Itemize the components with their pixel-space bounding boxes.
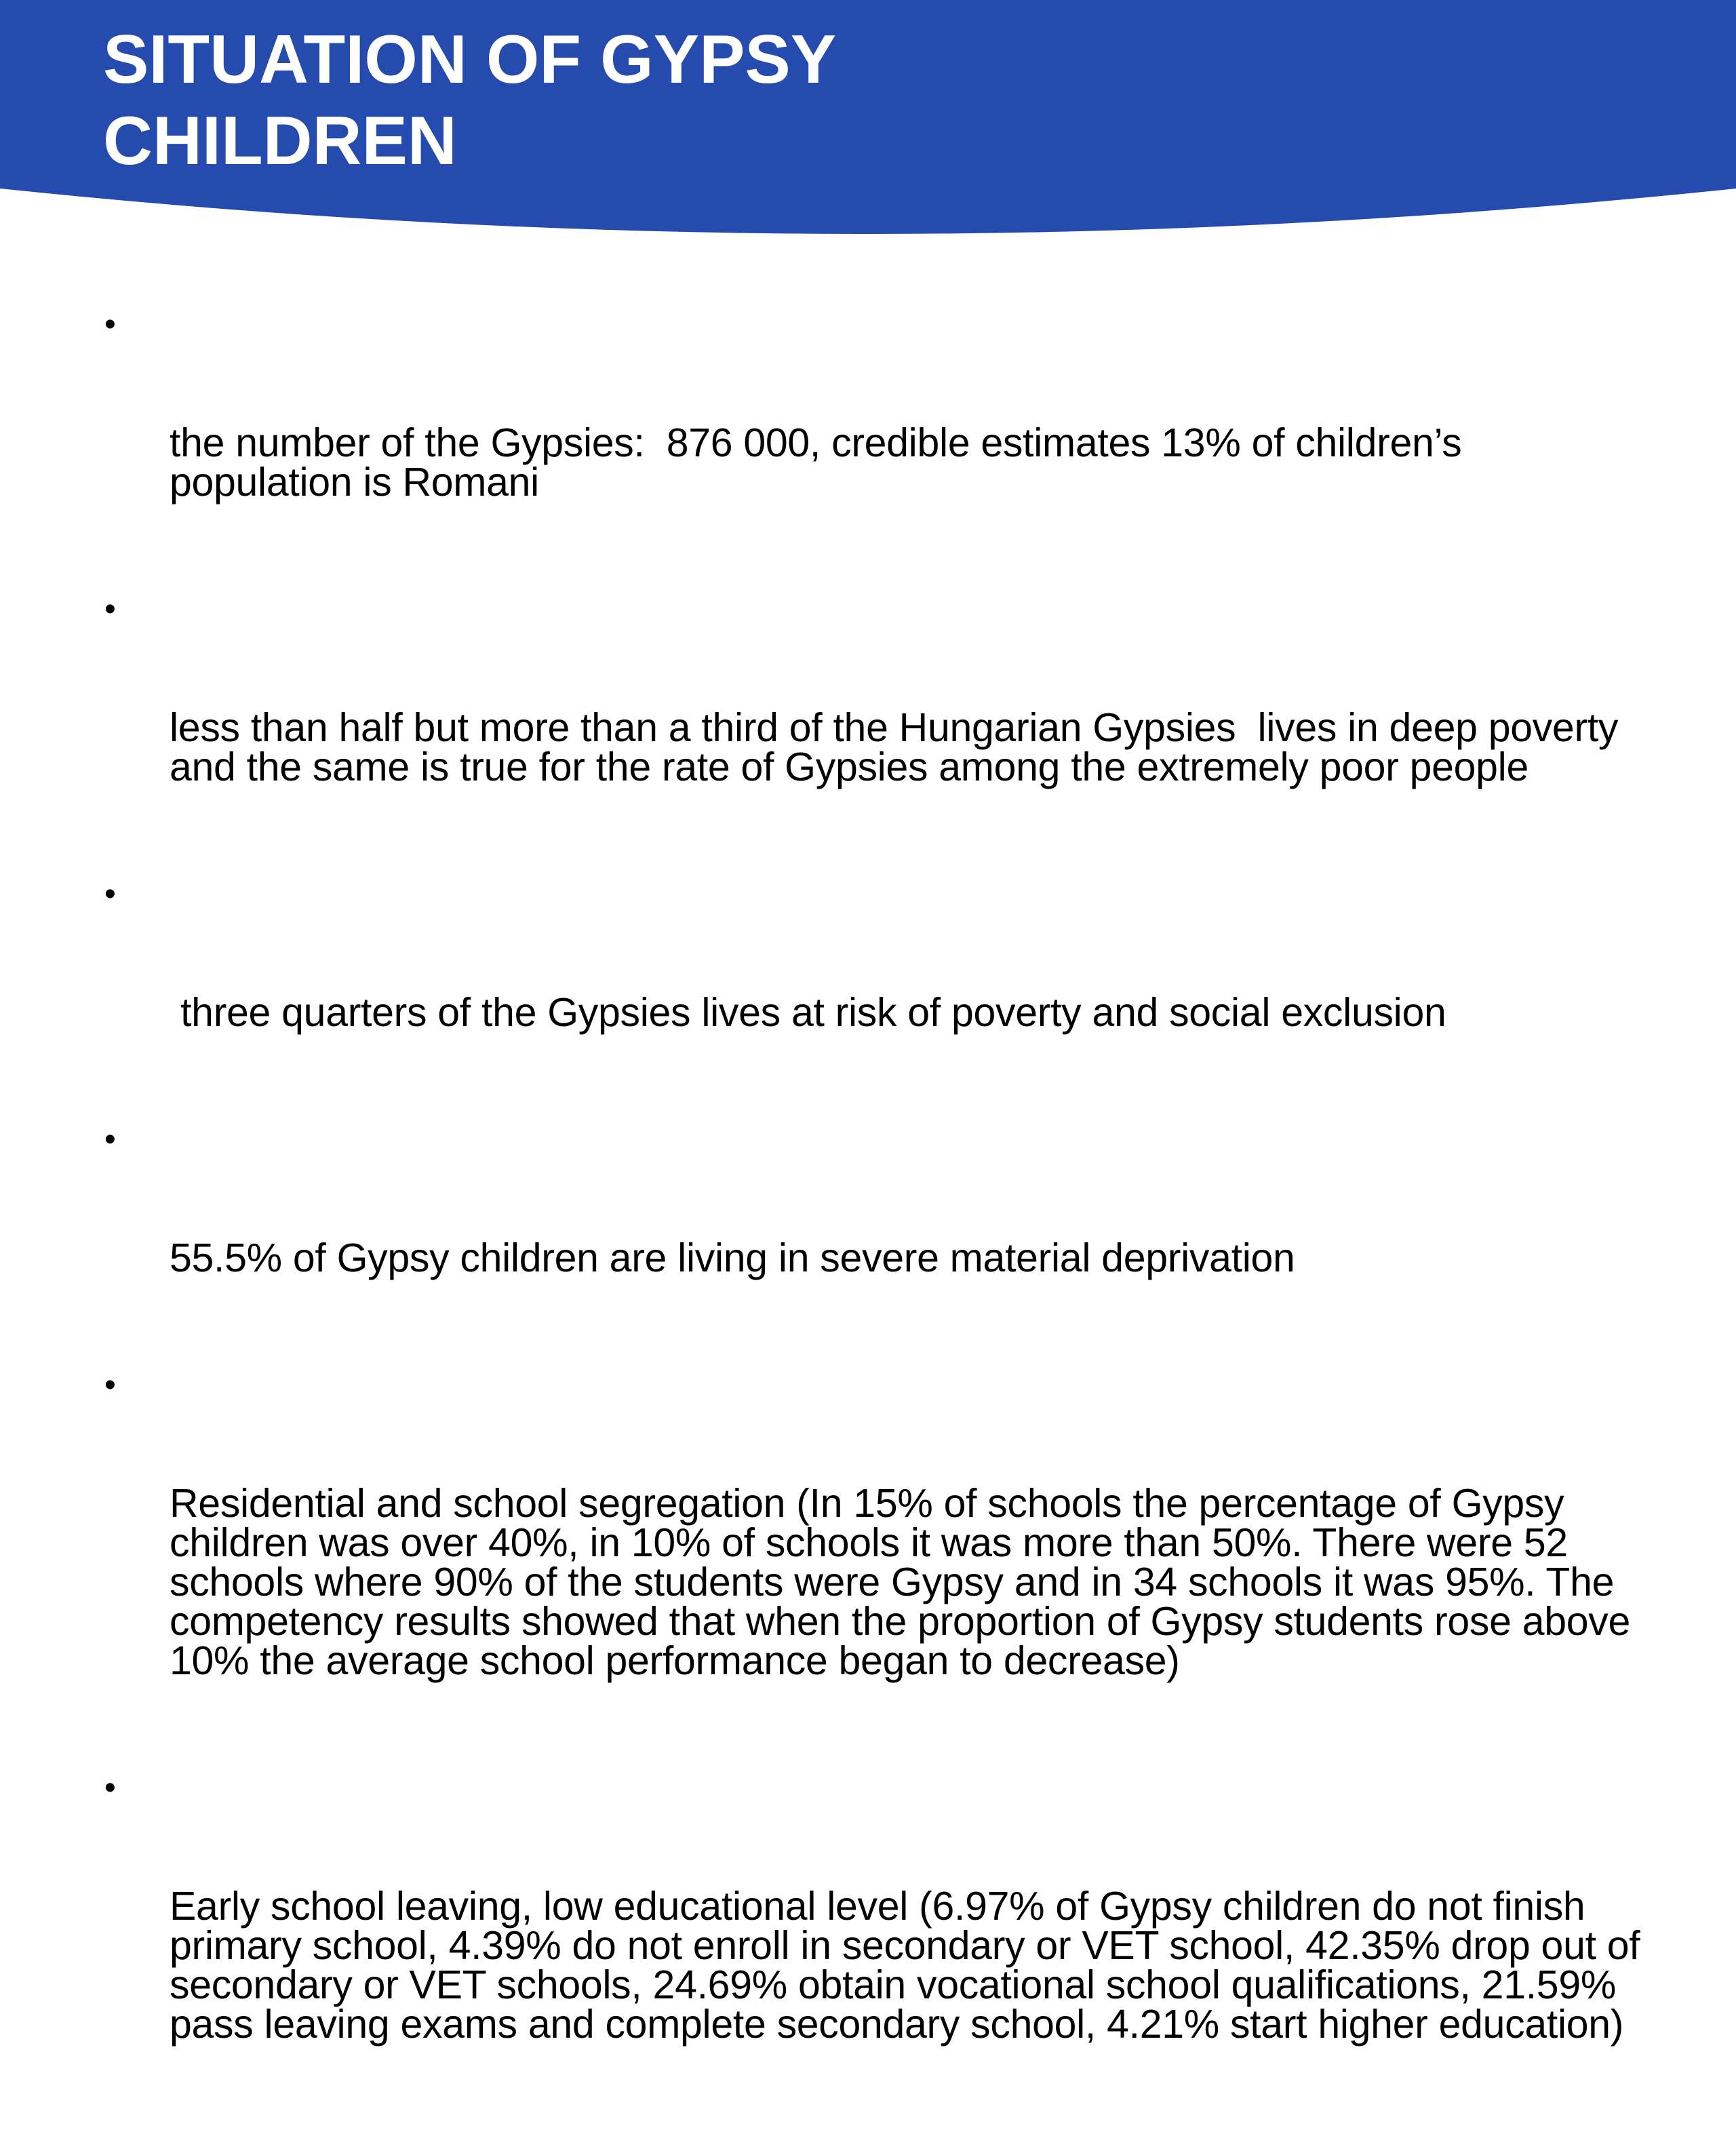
slide-title-line-2: CHILDREN [103,103,457,179]
bullet-icon: • [104,1770,116,1806]
bullet-list [102,305,1651,2132]
bullet-icon: • [104,1122,116,1158]
bullet-text: less than half but more than a third of the Hungarian Gypsies lives in deep poverty and the same is true for the rate of Gypsies among the extremely poor people [170,705,1630,789]
slide-title [103,19,1052,182]
bullet-item-deep-poverty [102,590,1648,865]
bullet-item-risk-of-poverty [102,875,1648,1111]
bullet-text: three quarters of the Gypsies lives at risk of poverty and social exclusion [170,990,1446,1035]
bullet-text: 55.5% of Gypsy children are living in severe material deprivation [170,1236,1295,1280]
bullet-icon: • [104,307,116,342]
bullet-item-population [102,305,1648,580]
slide-title-line-1: SITUATION OF GYPSY [103,22,837,98]
bullet-item-segregation [102,1366,1648,1759]
bullet-item-material-deprivation [102,1120,1648,1356]
bullet-text: Residential and school segregation (In 15% of schools the percentage of Gypsy children was over 40%, in 10% of schools it was more than 50%. There were 52 schools where 90% of the students were Gypsy and in 34 schools it was 95%. The competency results showed that when the proportion of Gypsy students rose above 10% the average school performance began to decrease) [170,1481,1642,1683]
bullet-icon: • [104,1367,116,1403]
bullet-icon: • [104,876,116,912]
bullet-item-early-school-leaving [102,1769,1651,2123]
bullet-icon: • [104,591,116,627]
bullet-text: the number of the Gypsies: 876 000, credible estimates 13% of children’s population is Romani [170,420,1473,505]
bullet-text: Early school leaving, low educational level (6.97% of Gypsy children do not finish primary school, 4.39% do not enroll in secondary or VET school, 42.35% drop out of secondary or VET schools, 24.69% obtain vocational school qualifications, 21.59% pass leaving exams and complete secondary school, 4.21% start higher education) [170,1884,1651,2047]
